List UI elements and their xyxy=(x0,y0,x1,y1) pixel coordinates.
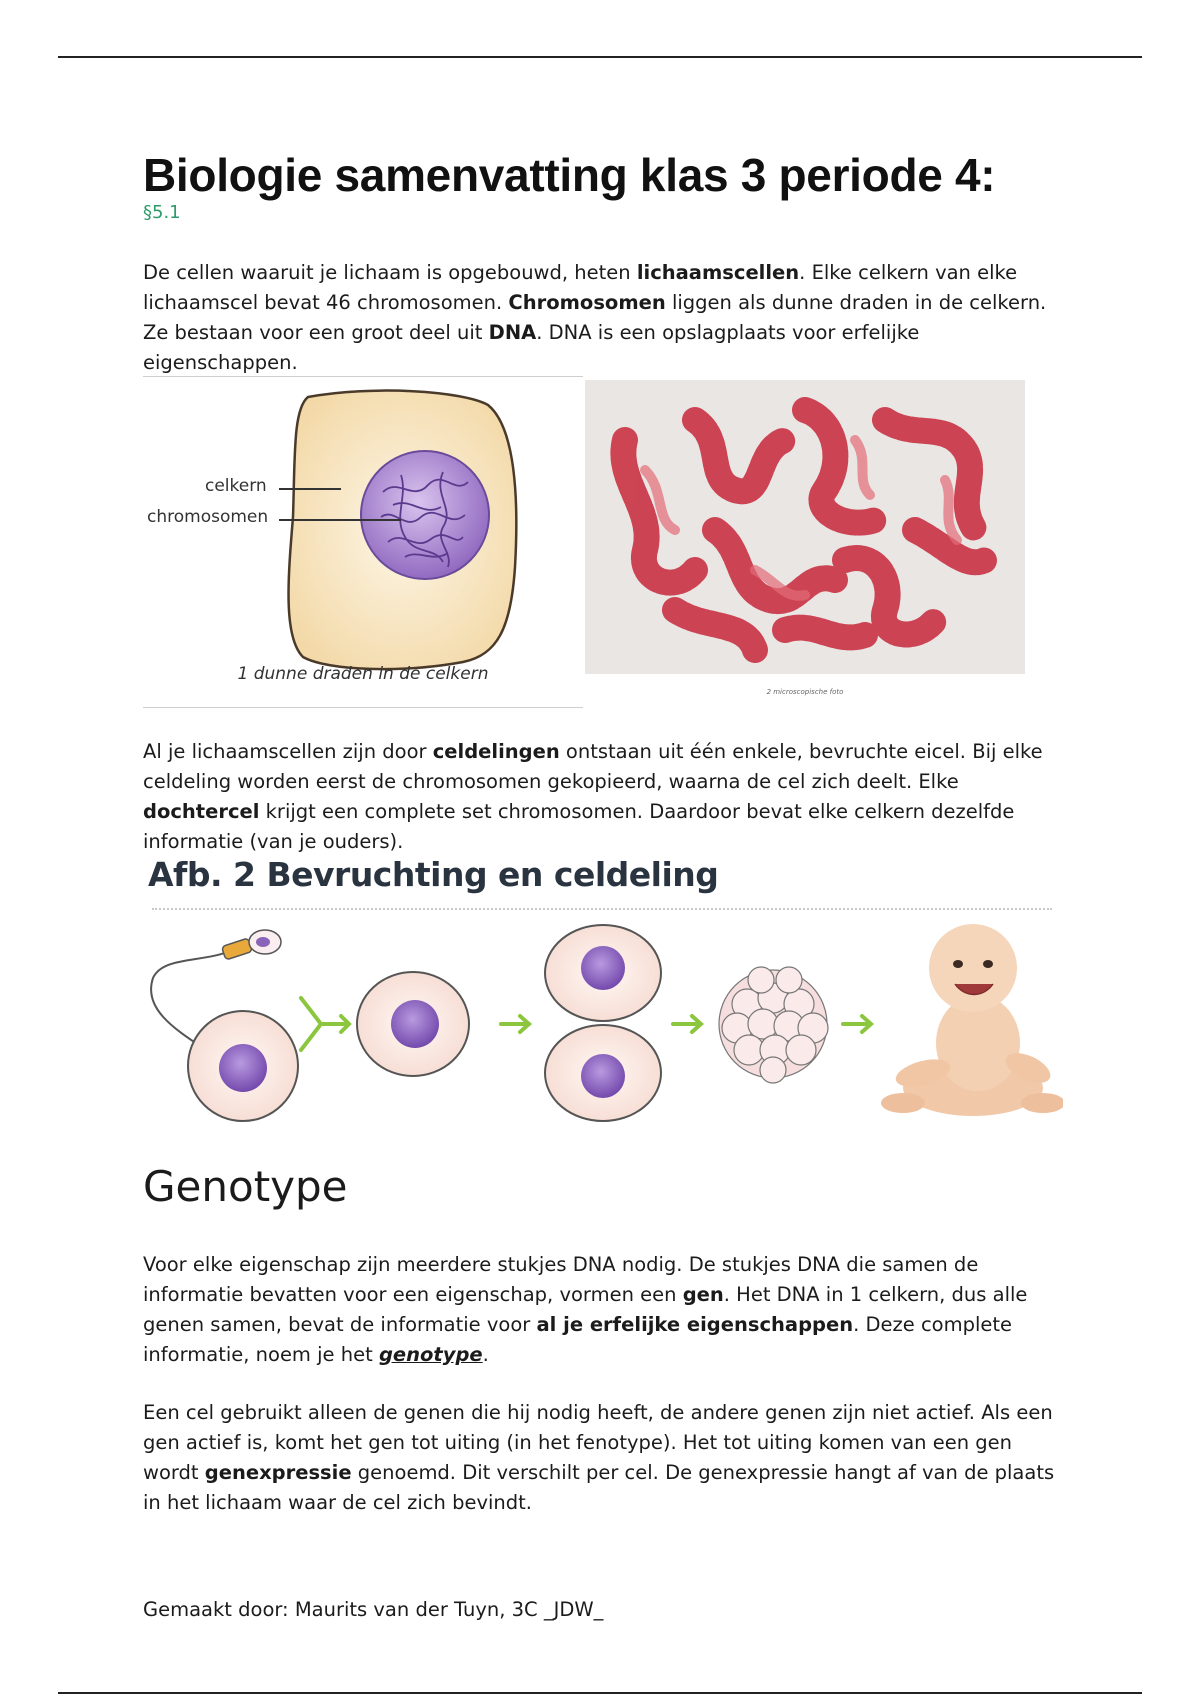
two-cell-stage xyxy=(545,925,661,1121)
morula-cluster xyxy=(719,967,828,1083)
division-paragraph: Al je lichaamscellen zijn door celdelingen ontstaan uit één enkele, bevruchte eicel. Bij elke celdeling worden eerst de chromosomen gekopieerd, waarna de cel zich deelt. Elke dochtercel krijgt een complete set chromosomen. Daardoor bevat elke celkern dezelfde informatie (van je ouders). xyxy=(143,740,1043,853)
author-footer: Gemaakt door: Maurits van der Tuyn, 3C _JDW_ xyxy=(143,1598,604,1621)
microscope-photo-caption: 2 microscopische foto xyxy=(766,688,844,696)
merge-arrow-icon xyxy=(301,998,349,1050)
figure-dotted-divider xyxy=(152,908,1052,910)
cell-diagram-illustration xyxy=(143,377,583,707)
fertilization-sequence-illustration xyxy=(143,918,1063,1123)
chromosome-photo-illustration xyxy=(585,380,1025,674)
top-rule xyxy=(58,56,1142,58)
egg-cell xyxy=(188,1011,298,1121)
intro-paragraph: De cellen waaruit je lichaam is opgebouwd, heten lichaamscellen. Elke celkern van elke lichaamscel bevat 46 chromosomen. Chromosomen liggen als dunne draden in de celkern. Ze bestaan voor een groot deel uit DNA. DNA is een opslagplaats voor erfelijke eigenschappen. xyxy=(143,261,1047,374)
cell-diagram-figure xyxy=(143,376,583,708)
section-label: §5.1 xyxy=(143,202,181,223)
zygote-cell xyxy=(357,972,469,1076)
cell-diagram-caption: 1 dunne draden in de celkern xyxy=(237,664,489,684)
document-title: Biologie samenvatting klas 3 periode 4: xyxy=(143,149,996,201)
figure-sequence-title: Afb. 2 Bevruchting en celdeling xyxy=(148,855,719,894)
baby-illustration xyxy=(881,924,1063,1116)
label-chromosomes: chromosomen xyxy=(147,507,269,527)
bottom-rule xyxy=(58,1692,1142,1694)
arrow-right-icon xyxy=(501,1016,529,1032)
genotype-heading: Genotype xyxy=(143,1162,348,1211)
arrow-right-icon xyxy=(673,1016,701,1032)
label-nucleus: celkern xyxy=(205,476,267,496)
microscope-photo xyxy=(585,380,1025,674)
gene-expression-paragraph: Een cel gebruikt alleen de genen die hij nodig heeft, de andere genen zijn niet actief. Als een gen actief is, komt het gen tot uiting (in het fenotype). Het tot uiting komen van een gen wordt genexpressie genoemd. Dit verschilt per cel. De genexpressie hangt af van de plaats in het lichaam waar de cel zich bevindt. xyxy=(143,1401,1055,1514)
genotype-paragraph: Voor elke eigenschap zijn meerdere stukjes DNA nodig. De stukjes DNA die samen de informatie bevatten voor een eigenschap, vormen een gen. Het DNA in 1 celkern, dus alle genen samen, bevat de informatie voor al je erfelijke eigenschappen. Deze complete informatie, noem je het genotype. xyxy=(143,1253,1028,1366)
arrow-right-icon xyxy=(843,1016,871,1032)
